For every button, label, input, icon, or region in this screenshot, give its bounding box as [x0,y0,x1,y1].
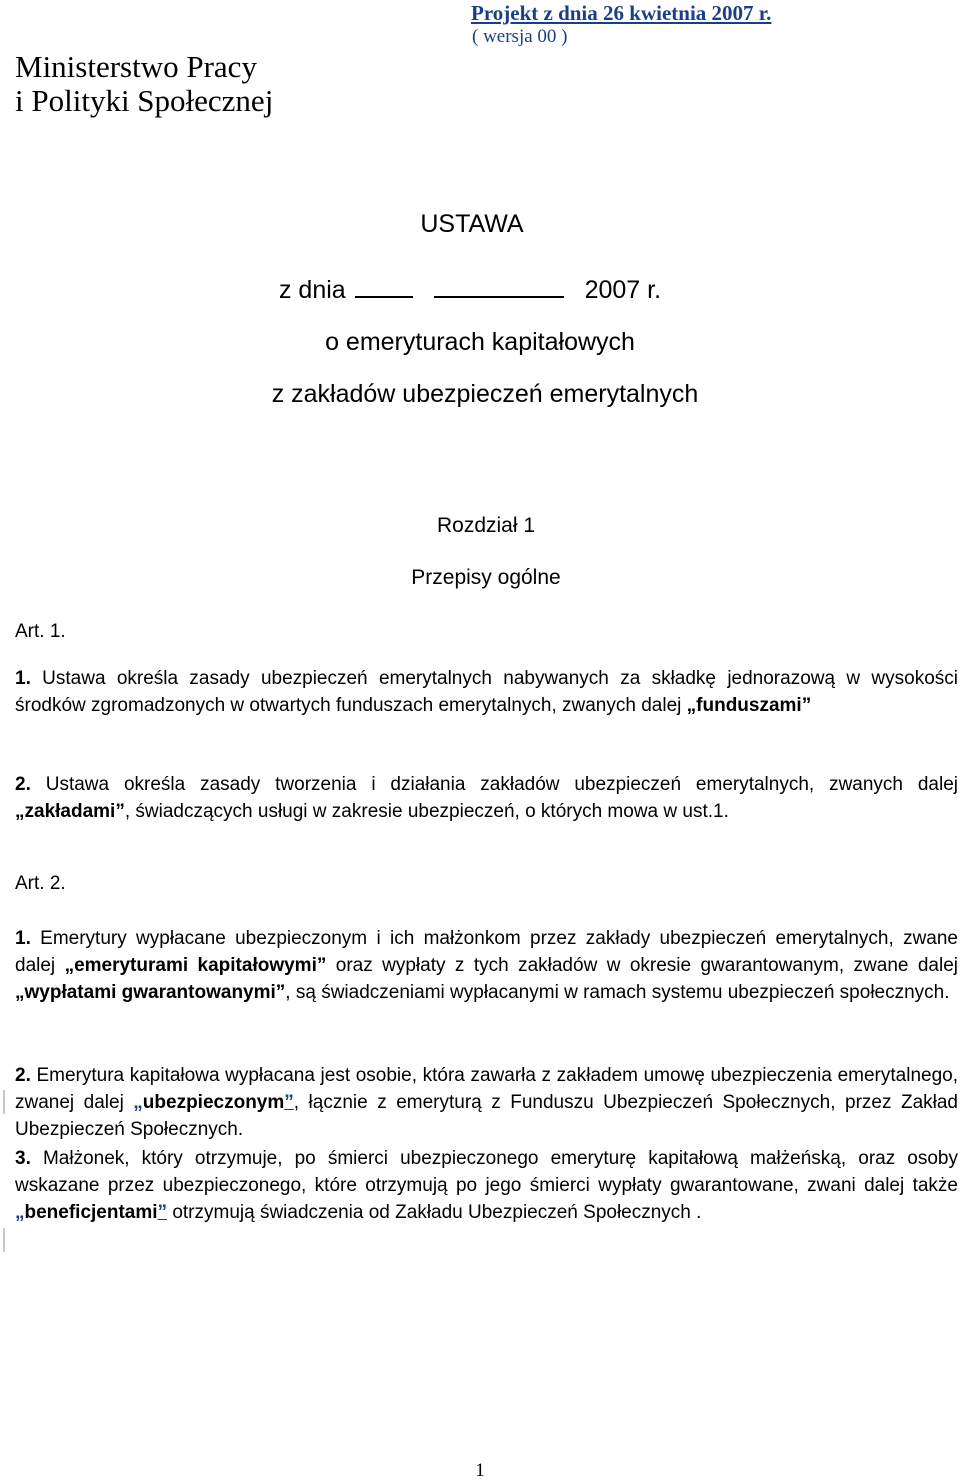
paragraph-number: 2. [15,774,31,795]
article-1-label: Art. 1. [15,621,66,642]
act-date-year: 2007 r. [584,276,662,304]
act-title-line-1: o emeryturach kapitałowych [325,328,635,356]
revision-bar [3,1228,5,1252]
project-version-label: ( wersja 00 ) [472,26,568,47]
chapter-number: Rozdział 1 [436,514,536,537]
article-1-paragraph-1 [15,665,958,719]
ministry-line-2: i Polityki Społecznej [15,83,274,118]
project-version [471,1,771,49]
paragraph-number: 3. [15,1148,31,1169]
defined-term: ubezpieczonym [142,1092,285,1113]
act-title-line-2: z zakładów ubezpieczeń emerytalnych [271,380,699,408]
article-2-label: Art. 2. [15,873,66,894]
paragraph-text: Ustawa określa zasady ubezpieczeń emerytalnych nabywanych za składkę jednorazową w wysokości środków zgromadzonych w otwartych funduszach emerytalnych, zwanych dalej [15,668,958,716]
paragraph-text: Emerytury wypłacane ubezpieczonym i ich małżonkom przez zakłady ubezpieczeń emerytalnych, zwane dalej [15,928,958,976]
paragraph-number: 1. [15,928,31,949]
defined-term: „emeryturami kapitałowymi” [64,955,327,976]
defined-term: beneficjentami [24,1202,158,1223]
paragraph-text: Emerytura kapitałowa wypłacana jest osobie, która zawarła z zakładem umowę ubezpieczenia emerytalnego, zwanej dalej [15,1065,958,1113]
quote-open: „ [133,1092,143,1113]
paragraph-number: 2. [15,1065,31,1086]
article-1-paragraph-2 [15,771,958,825]
paragraph-text: otrzymują świadczenia od Zakładu Ubezpieczeń Społecznych . [167,1202,702,1223]
quote-close: ” [284,1092,294,1113]
paragraph-text: oraz wypłaty z tych zakładów w okresie gwarantowanym, zwane dalej [326,955,959,976]
paragraph-text: , są świadczeniami wypłacanymi w ramach systemu ubezpieczeń społecznych. [285,982,950,1003]
article-2-paragraph-3 [15,1145,958,1226]
defined-term: „wypłatami gwarantowanymi” [15,982,286,1003]
page-number: 1 [475,1460,485,1481]
paragraph-text: , świadczących usługi w zakresie ubezpieczeń, o których mowa w ust.1. [124,801,729,822]
day-blank [355,295,413,298]
defined-term: „zakładami” [15,801,125,822]
project-date: Projekt z dnia 26 kwietnia 2007 r. [471,1,772,25]
defined-term: „funduszami” [686,695,812,716]
revision-bar [3,1090,5,1114]
article-2-paragraph-1 [15,925,958,1006]
act-type: USTAWA [420,210,524,238]
ministry-line-1: Ministerstwo Pracy [15,49,257,84]
paragraph-number: 1. [15,668,31,689]
chapter-name: Przepisy ogólne [411,566,561,589]
month-blank [434,295,564,298]
quote-open: „ [15,1202,25,1223]
act-date-prefix: z dnia [278,276,346,304]
ministry-name [15,50,273,118]
paragraph-text: Ustawa określa zasady tworzenia i działania zakładów ubezpieczeń emerytalnych, zwanych dalej [30,774,958,795]
paragraph-text: Małżonek, który otrzymuje, po śmierci ubezpieczonego emeryturę kapitałową małżeńską, oraz osoby wskazane przez ubezpieczonego, które otrzymują po jego śmierci wypłaty gwarantowane, zwani dalej także [15,1148,958,1196]
act-date [0,276,950,305]
article-2-paragraph-2 [15,1062,958,1143]
quote-close: ” [157,1202,168,1223]
paragraph-text: , łącznie z emeryturą z Funduszu Ubezpieczeń Społecznych, przez Zakład Ubezpieczeń Społecznych. [15,1092,959,1140]
